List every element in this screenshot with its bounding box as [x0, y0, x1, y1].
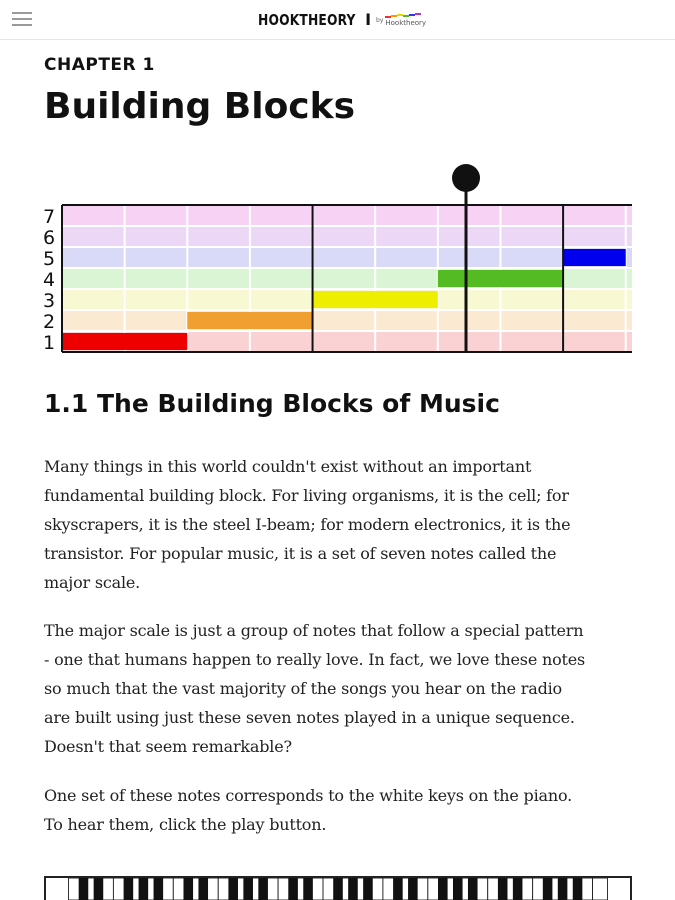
paragraph-line: To hear them, click the play button.: [44, 815, 327, 834]
paragraph-line: Doesn't that seem remarkable?: [44, 737, 292, 756]
scale-diagram[interactable]: [40, 160, 640, 360]
piano-black-key[interactable]: [258, 878, 268, 900]
piano-black-key[interactable]: [468, 878, 478, 900]
hamburger-menu-icon[interactable]: [12, 12, 32, 28]
piano-black-key[interactable]: [438, 878, 448, 900]
chapter-label: CHAPTER 1: [44, 55, 155, 75]
piano-black-key[interactable]: [243, 878, 253, 900]
logo-swirl-icon: [385, 13, 423, 19]
paragraph-line: One set of these notes corresponds to the white keys on the piano.: [44, 786, 572, 805]
row-label: 5: [43, 248, 56, 270]
piano-black-key[interactable]: [363, 878, 373, 900]
row-band: [62, 247, 632, 268]
piano-black-key[interactable]: [408, 878, 418, 900]
piano-black-key[interactable]: [498, 878, 508, 900]
paragraph-3: [44, 781, 644, 839]
row-label: 7: [43, 206, 56, 228]
paragraph-line: - one that humans happen to really love. In fact, we love these notes: [44, 650, 586, 669]
note-block-1: [62, 333, 187, 350]
piano-keyboard[interactable]: [44, 876, 632, 900]
piano-black-key[interactable]: [183, 878, 193, 900]
piano-black-key[interactable]: [513, 878, 523, 900]
hooktheory-logo: [385, 19, 426, 27]
paragraph-line: transistor. For popular music, it is a set of seven notes called the: [44, 544, 557, 563]
piano-black-key[interactable]: [333, 878, 343, 900]
paragraph-line: so much that the vast majority of the songs you hear on the radio: [44, 679, 562, 698]
brand-logo-text: Hooktheory: [385, 18, 427, 27]
piano-black-key[interactable]: [154, 878, 164, 900]
piano-black-key[interactable]: [573, 878, 583, 900]
row-label: 6: [43, 227, 56, 249]
piano-black-key[interactable]: [139, 878, 149, 900]
paragraph-2: [44, 616, 644, 761]
piano-white-key[interactable]: [593, 878, 608, 900]
row-band: [62, 205, 632, 226]
piano-black-key[interactable]: [543, 878, 553, 900]
note-block-2: [187, 312, 312, 329]
paragraph-line: Many things in this world couldn't exist without an important: [44, 457, 532, 476]
row-band: [62, 226, 632, 247]
piano-black-key[interactable]: [348, 878, 358, 900]
note-block-4: [438, 270, 563, 287]
row-label: 3: [43, 290, 56, 312]
brand-separator: I: [365, 10, 372, 29]
note-block-3: [313, 291, 438, 308]
page-title: Building Blocks: [44, 86, 356, 127]
paragraph-line: fundamental building block. For living organisms, it is the cell; for: [44, 486, 569, 505]
brand-name: HOOKTHEORY: [258, 10, 356, 29]
piano-black-key[interactable]: [228, 878, 238, 900]
top-bar: [0, 0, 675, 40]
piano-black-key[interactable]: [94, 878, 104, 900]
paragraph-1: [44, 452, 644, 597]
piano-black-key[interactable]: [124, 878, 134, 900]
piano-black-key[interactable]: [303, 878, 313, 900]
section-title: 1.1 The Building Blocks of Music: [44, 389, 500, 418]
row-label: 1: [43, 332, 56, 354]
piano-black-key[interactable]: [198, 878, 208, 900]
piano-black-key[interactable]: [393, 878, 403, 900]
piano-black-key[interactable]: [288, 878, 298, 900]
note-block-5: [563, 249, 626, 266]
row-band: [62, 310, 632, 331]
paragraph-line: major scale.: [44, 573, 141, 592]
paragraph-line: skyscrapers, it is the steel I-beam; for modern electronics, it is the: [44, 515, 571, 534]
paragraph-line: are built using just these seven notes played in a unique sequence.: [44, 708, 575, 727]
paragraph-line: The major scale is just a group of notes that follow a special pattern: [44, 621, 584, 640]
piano-black-key[interactable]: [79, 878, 89, 900]
brand-by-text: by: [376, 17, 384, 24]
piano-black-key[interactable]: [453, 878, 463, 900]
playhead-knob-icon[interactable]: [452, 164, 480, 192]
brand-logo[interactable]: [258, 10, 426, 29]
piano-black-key[interactable]: [558, 878, 568, 900]
row-label: 4: [43, 269, 56, 291]
row-label: 2: [43, 311, 56, 333]
